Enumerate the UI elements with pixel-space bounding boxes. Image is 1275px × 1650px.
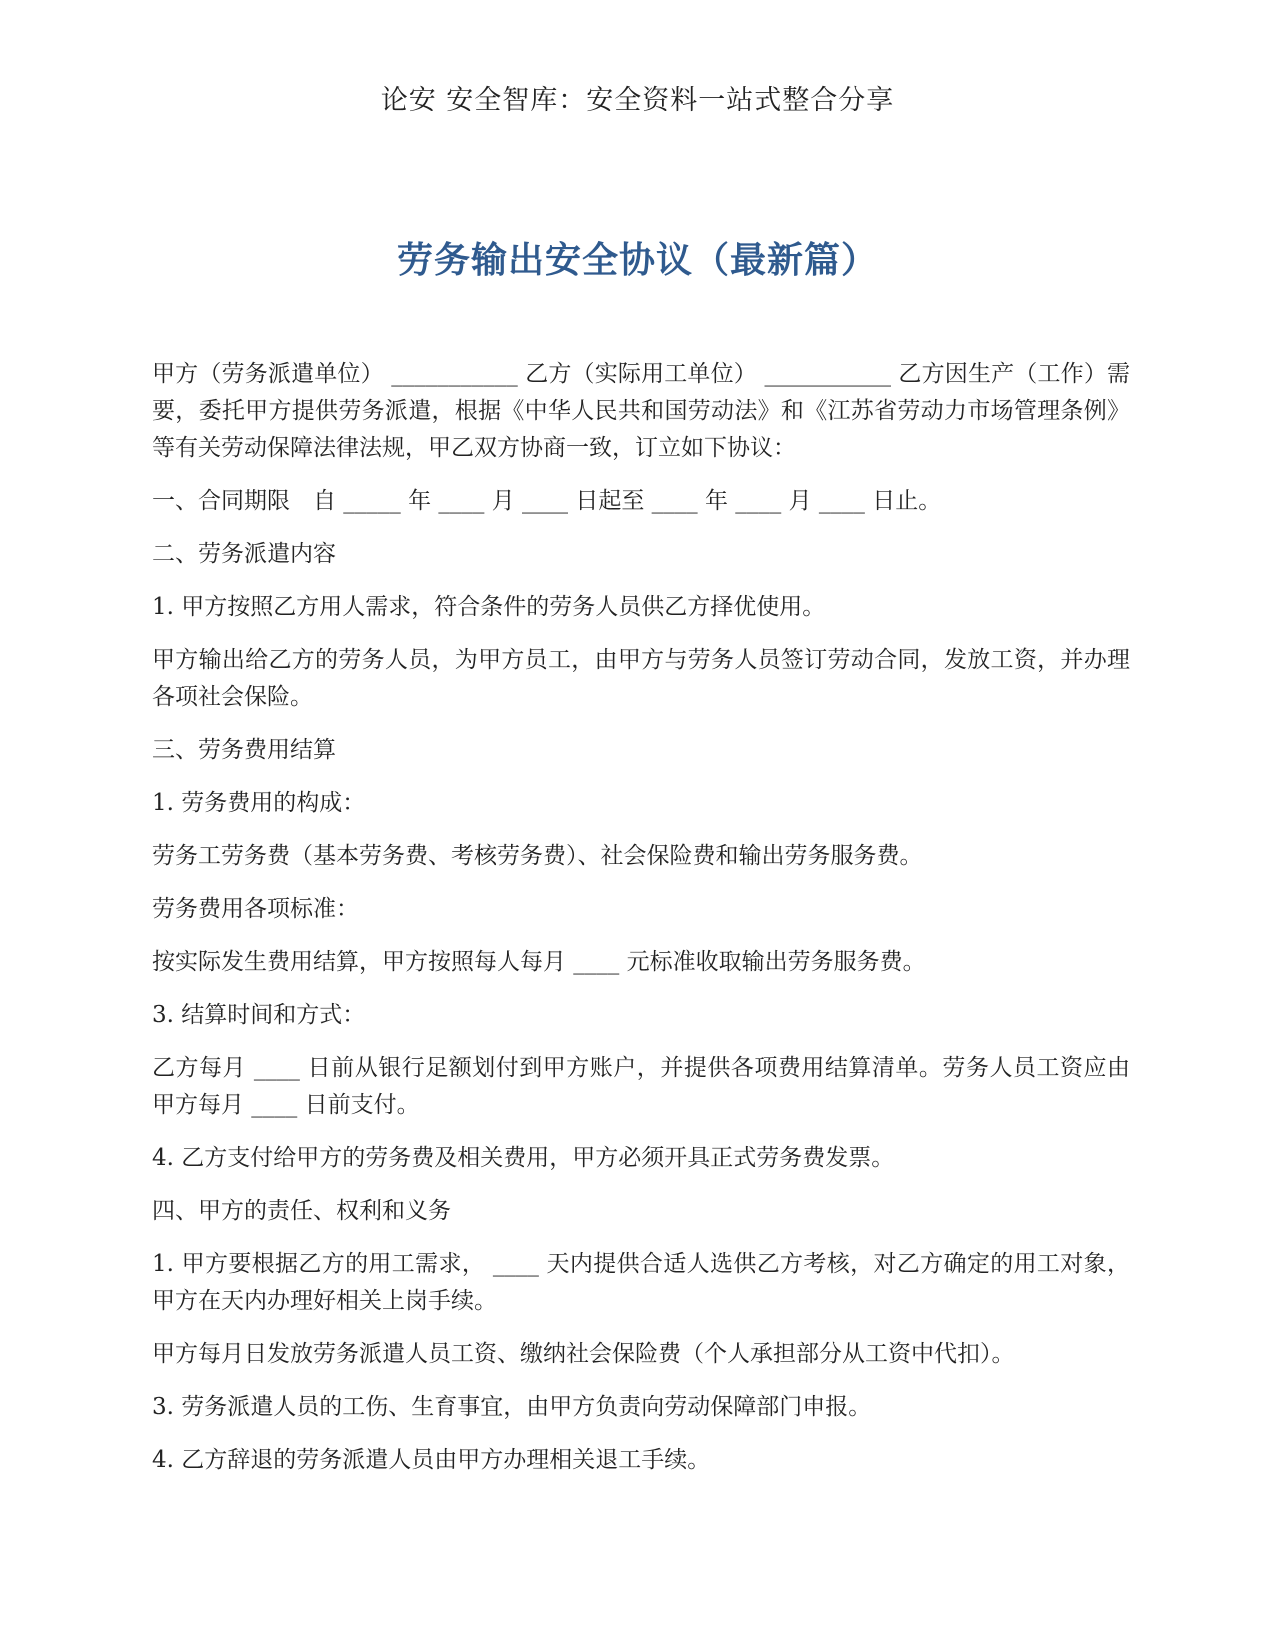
section-heading-3: 三、劳务费用结算 xyxy=(152,737,336,763)
paragraph-intro: 甲方（劳务派遣单位） ___________ 乙方（实际用工单位） ___________ 乙方因生产（工作）需要，委托甲方提供劳务派遣，根据《中华人民共和国劳动法》和《江苏省劳动力市场管理条例》等有关劳动保障法律法规，甲乙双方协商一致，订立如下协议： xyxy=(152,361,1130,461)
paragraph: 劳务费用各项标准： xyxy=(152,896,359,922)
paragraph: 1. 甲方要根据乙方的用工需求， ____ 天内提供合适人选供乙方考核，对乙方确定的用工对象，甲方在天内办理好相关上岗手续。 xyxy=(152,1251,1130,1314)
paragraph: 按实际发生费用结算，甲方按照每人每月 ____ 元标准收取输出劳务服务费。 xyxy=(152,949,926,975)
paragraph: 4. 乙方支付给甲方的劳务费及相关费用，甲方必须开具正式劳务费发票。 xyxy=(152,1145,895,1171)
paragraph: 劳务工劳务费（基本劳务费、考核劳务费）、社会保险费和输出劳务服务费。 xyxy=(152,843,923,869)
paragraph: 乙方每月 ____ 日前从银行足额划付到甲方账户，并提供各项费用结算清单。劳务人员工资应由甲方每月 ____ 日前支付。 xyxy=(152,1055,1130,1118)
document-title: 劳务输出安全协议（最新篇） xyxy=(396,239,878,281)
paragraph: 4. 乙方辞退的劳务派遣人员由甲方办理相关退工手续。 xyxy=(152,1447,711,1473)
paragraph-contract-term: 一、合同期限 自 _____ 年 ____ 月 ____ 日起至 ____ 年 ____ 月 ____ 日止。 xyxy=(152,488,942,514)
paragraph: 甲方输出给乙方的劳务人员，为甲方员工，由甲方与劳务人员签订劳动合同，发放工资，并办理各项社会保险。 xyxy=(152,647,1130,710)
section-heading-2: 二、劳务派遣内容 xyxy=(152,541,336,567)
document-body xyxy=(152,356,1130,1495)
paragraph: 3. 结算时间和方式： xyxy=(152,1002,366,1028)
paragraph: 1. 劳务费用的构成： xyxy=(152,790,366,816)
section-heading-4: 四、甲方的责任、权利和义务 xyxy=(152,1198,451,1224)
page-header: 论安 安全智库：安全资料一站式整合分享 xyxy=(380,85,895,116)
paragraph: 1. 甲方按照乙方用人需求，符合条件的劳务人员供乙方择优使用。 xyxy=(152,594,826,620)
paragraph: 3. 劳务派遣人员的工伤、生育事宜，由甲方负责向劳动保障部门申报。 xyxy=(152,1394,872,1420)
paragraph: 甲方每月日发放劳务派遣人员工资、缴纳社会保险费（个人承担部分从工资中代扣）。 xyxy=(152,1341,1015,1367)
